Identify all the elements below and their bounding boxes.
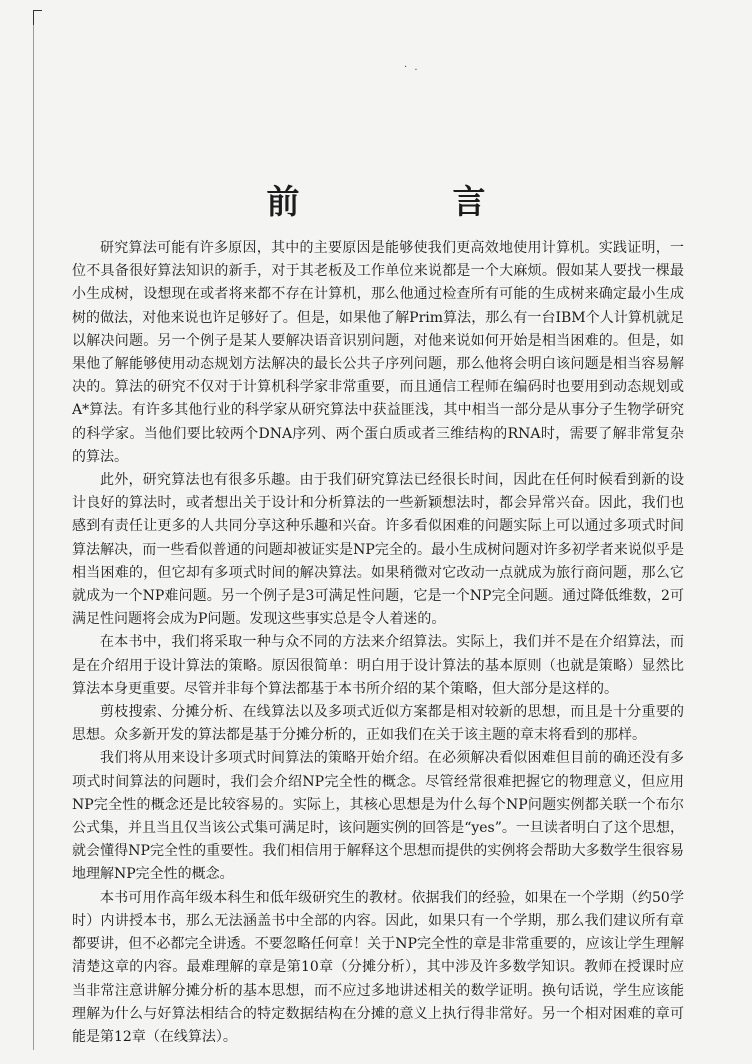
paragraph-6: 本书可用作高年级本科生和低年级研究生的教材。依据我们的经验，如果在一个学期（约50学时）内讲授本书，那么无法涵盖书中全部的内容。因此，如果只有一个学期，那么我们建议所有章都要讲，但不必都完全讲透。不要忽略任何章！关于NP完全性的章是非常重要的，应该让学生理解清楚这章的内容。最难理解的章是第10章（分摊分析），其中涉及许多数学知识。教师在授课时应当非常注意讲解分摊分析的基本思想，而不应过多地讲述相关的数学证明。换句话说，学生应该能理解为什么与好算法相结合的特定数据结构在分摊的意义上执行得非常好。另一个相对困难的章可能是第12章（在线算法）。 xyxy=(72,889,684,1045)
paragraph-5: 我们将从用来设计多项式时间算法的策略开始介绍。在必须解决看似困难但目前的确还没有多项式时间算法的问题时，我们会介绍NP完全性的概念。尽管经常很难把握它的物理意义，但应用NP完全性的概念还是比较容易的。实际上，其核心思想是为什么每个NP问题实例都关联一个布尔公式集，并且当且仅当该公式集可满足时，该问题实例的回答是“yes”。一旦读者明白了这个思想，就会懂得NP完全性的重要性。我们相信用于解释这个思想而提供的实例将会帮助大多数学生很容易地理解NP完全性的概念。 xyxy=(72,750,684,883)
preface-body xyxy=(72,237,684,1049)
paragraph-1: 研究算法可能有许多原因，其中的主要原因是能够使我们更高效地使用计算机。实践证明，一位不具备很好算法知识的新手，对于其老板及工作单位来说都是一个大麻烦。假如某人要找一棵最小生成树，设想现在或者将来都不存在计算机，那么他通过检查所有可能的生成树来确定最小生成树的做法，对他来说也许足够好了。但是，如果他了解Prim算法，那么有一台IBM个人计算机就足以解决问题。另一个例子是某人要解决语音识别问题，对他来说如何开始是相当困难的。但是，如果他了解能够使用动态规划方法解决的最长公共子序列问题，那么他将会明白该问题是相当容易解决的。算法的研究不仅对于计算机科学家非常重要，而且通信工程师在编码时也要用到动态规划或A*算法。有许多其他行业的科学家从研究算法中获益匪浅，其中相当一部分是从事分子生物学研究的科学家。当他们要比较两个DNA序列、两个蛋白质或者三维结构的RNA时，需要了解非常复杂的算法。 xyxy=(72,240,684,465)
scan-speck: · . xyxy=(404,62,420,73)
page-title: 前 言 xyxy=(266,182,546,221)
crop-mark xyxy=(33,10,42,25)
paragraph-4: 剪枝搜索、分摊分析、在线算法以及多项式近似方案都是相对较新的思想，而且是十分重要的思想。众多新开发的算法都是基于分摊分析的，正如我们在关于该主题的章末将看到的那样。 xyxy=(72,704,684,744)
page-edge-line xyxy=(33,10,34,1050)
paragraph-2: 此外，研究算法也有很多乐趣。由于我们研究算法已经很长时间，因此在任何时候看到新的设计良好的算法时，或者想出关于设计和分析算法的一些新颖想法时，都会异常兴奋。因此，我们也感到有责任让更多的人共同分享这种乐趣和兴奋。许多看似困难的问题实际上可以通过多项式时间算法解决，而一些看似普通的问题却被证实是NP完全的。最小生成树问题对许多初学者来说似乎是相当困难的，但它却有多项式时间的解决算法。如果稍微对它改动一点就成为旅行商问题，那么它就成为一个NP难问题。另一个例子是3可满足性问题，它是一个NP完全问题。通过降低维数，2可满足性问题将会成为P问题。发现这些事实总是令人着迷的。 xyxy=(72,472,684,628)
paragraph-3: 在本书中，我们将采取一种与众不同的方法来介绍算法。实际上，我们并不是在介绍算法，而是在介绍用于设计算法的策略。原因很简单：明白用于设计算法的基本原则（也就是策略）显然比算法本身更重要。尽管并非每个算法都基于本书所介绍的某个策略，但大部分是这样的。 xyxy=(72,634,684,697)
